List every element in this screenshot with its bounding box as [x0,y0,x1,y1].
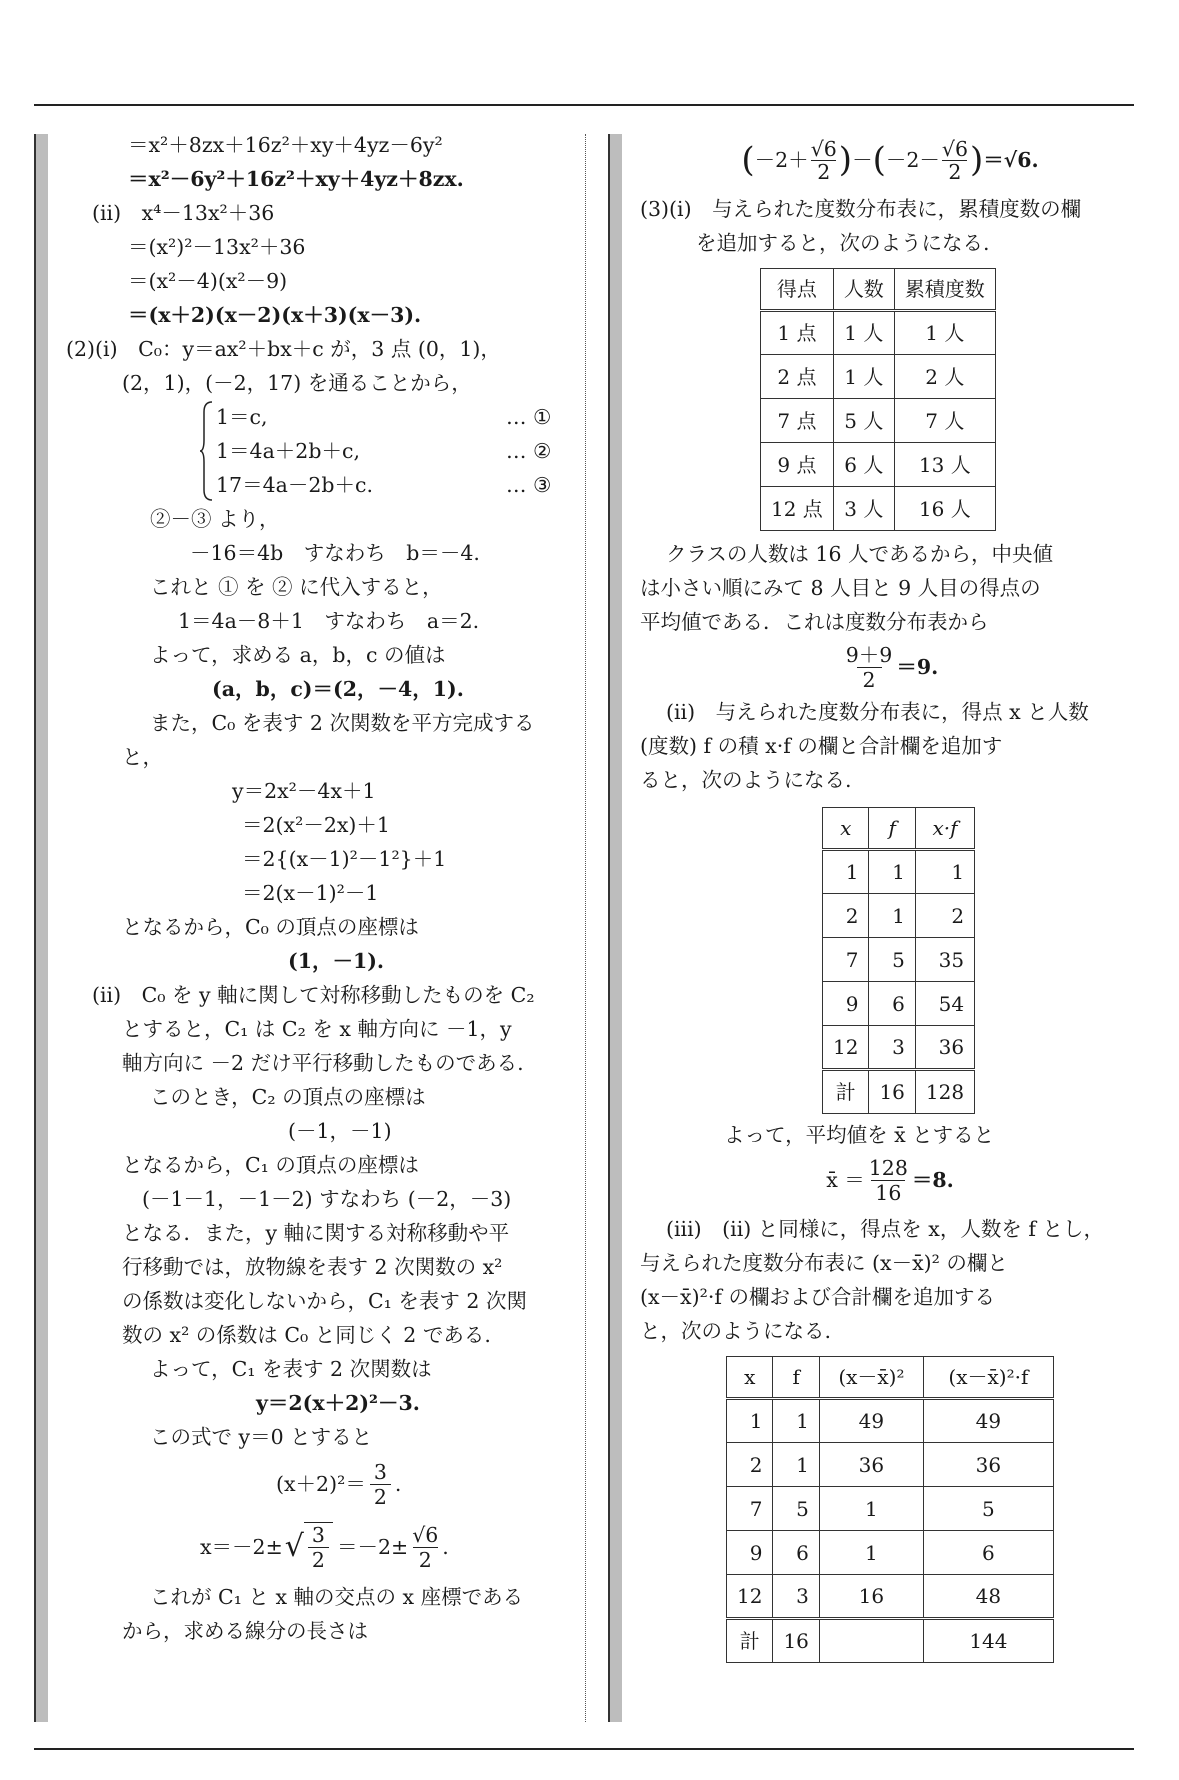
bottom-rule [34,1748,1134,1750]
text-line: また，C₀ を表す 2 次関数を平方完成する [150,711,535,735]
result: ＝8. [911,1168,954,1192]
column-header: (x－x̄)² [819,1357,923,1399]
text-line: と，次のようになる. [640,1319,832,1343]
result: ＝√6. [983,148,1039,172]
math-line: y＝2x²－4x＋1 [232,779,376,803]
table-cell: 2 [823,894,869,938]
median-formula [640,639,1140,695]
equation-lhs: x＝－2± [200,1535,283,1559]
product-table [822,807,975,1114]
result-line: y＝2(x＋2)²－3. [256,1391,420,1415]
table-cell: 1 [869,894,915,938]
text-line: クラスの人数は 16 人であるから，中央値 [666,542,1054,566]
mean-formula [640,1152,1140,1208]
denominator: 2 [370,1484,391,1509]
fraction [942,138,968,183]
math-line: ＝2(x－1)²－1 [242,881,379,905]
subproblem-heading: (ii) C₀ を y 軸に関して対称移動したものを C₂ [92,983,535,1007]
table-cell: 16 [773,1619,819,1663]
table-cell: 36 [819,1443,923,1487]
text-line: このとき，C₂ の頂点の座標は [150,1085,426,1109]
table-cell: 1 [915,850,974,894]
math-line: (－1，－1) [288,1119,392,1143]
fraction [869,1156,908,1205]
numerator: 128 [868,1155,908,1180]
table-cell: 12 [727,1575,773,1619]
text-line: とすると，C₁ は C₂ を x 軸方向に －1，y [122,1017,512,1041]
table-cell: 9 [823,982,869,1026]
table-cell: 5 [773,1487,819,1531]
problem-heading: (3)(i) 与えられた度数分布表に，累積度数の欄 [640,197,1082,221]
numerator: 3 [373,1459,387,1484]
equation-lhs: (x＋2)²＝ [276,1472,366,1496]
table-cell: 1 [819,1487,923,1531]
table-cell: 1 [869,850,915,894]
text-line: を追加すると，次のようになる. [696,231,990,255]
math-line: ＝(x²)²－13x²＋36 [128,235,306,259]
table-cell: 12 [823,1026,869,1070]
table-cell: 1 [773,1399,819,1443]
table-header [761,269,996,311]
text-line: よって，平均値を x̄ とすると [724,1123,995,1147]
table-cell: 7 [823,938,869,982]
fraction [846,643,893,692]
equation-tag: … ① [506,405,552,429]
text-line: よって，C₁ を表す 2 次関数は [150,1357,432,1381]
equation-fraction: (x＋2)²＝ $\frac{3}{2}$ . [276,1459,402,1509]
table-cell: 3 人 [833,487,894,531]
math-line: ＝x²＋8zx＋16z²＋xy＋4yz－6y² [128,133,443,157]
left-margin-bar [34,134,48,1722]
text-line: となる．また，y 軸に関する対称移動や平 [122,1221,510,1245]
text-line: (度数) f の積 x·f の欄と合計欄を追加す [640,734,1003,758]
table-cell: 16 人 [894,487,995,531]
text-line: は小さい順にみて 8 人目と 9 人目の得点の [640,576,1041,600]
table-row [823,982,975,1026]
equation-tag: … ③ [506,473,552,497]
table-cell: 3 [869,1026,915,1070]
equation: 1＝c, [216,405,268,429]
equation-system [66,400,571,502]
table-cell: 1 [727,1399,773,1443]
table-cell: 35 [915,938,974,982]
table-cell: 7 点 [761,399,834,443]
text-line: (2，1)，(－2，17) を通ることから， [122,371,472,395]
table-cell: 1 点 [761,311,834,355]
table-row [727,1487,1054,1531]
table-cell: 1 [773,1443,819,1487]
table-cell: 36 [915,1026,974,1070]
column-header: f [773,1357,819,1399]
column-header: f [869,808,915,850]
table-row [823,938,975,982]
table-cell: 3 [773,1575,819,1619]
table-cell: 2 人 [894,355,995,399]
top-rule [34,104,1134,106]
column-header: x [727,1357,773,1399]
table-row [761,399,996,443]
denominator: 2 [857,667,882,692]
table-cell: 16 [819,1575,923,1619]
column-divider [585,134,586,1722]
table-row [761,355,996,399]
term: －2＋ [754,148,809,172]
text-line: となるから，C₀ の頂点の座標は [122,915,419,939]
numerator: 9＋9 [845,642,893,667]
table-cell: 36 [923,1443,1053,1487]
right-column [640,128,1140,1663]
equation-lhs: x̄ ＝ [826,1168,865,1192]
curly-brace [200,400,214,502]
result: ＝9. [896,655,939,679]
table-header [727,1357,1054,1399]
table-cell: 49 [819,1399,923,1443]
table-cell: 計 [823,1070,869,1114]
equation-mid: ＝－2± [336,1535,409,1559]
table-cell: 13 人 [894,443,995,487]
denominator: 2 [308,1547,329,1572]
table-cell: 1 人 [833,355,894,399]
table-row [727,1443,1054,1487]
table-cell: 2 [915,894,974,938]
equation-tag: … ② [506,439,552,463]
table-cell [819,1619,923,1663]
equation-row [216,400,571,434]
table-cell: 1 人 [894,311,995,355]
right-margin-bar [608,134,622,1722]
equation-row [216,434,571,468]
table-total-row [727,1619,1054,1663]
text-line: から，求める線分の長さは [122,1619,368,1643]
numerator: √6 [810,136,837,161]
column-header: (x－x̄)²·f [923,1357,1053,1399]
table-cell: 計 [727,1619,773,1663]
math-line: ＝2(x²－2x)＋1 [242,813,390,837]
table-total-row [823,1070,975,1114]
table-cell: 1 [823,850,869,894]
denominator: 16 [871,1180,905,1205]
numerator: 3 [311,1523,325,1547]
table-cell: 128 [915,1070,974,1114]
fraction [412,1523,438,1572]
denominator: 2 [811,160,836,183]
table-cell: 7 人 [894,399,995,443]
fraction [370,1460,391,1509]
table-cell: 12 点 [761,487,834,531]
table-cell: 6 [869,982,915,1026]
table-cell: 48 [923,1575,1053,1619]
column-header: 人数 [833,269,894,311]
fraction [811,138,837,183]
table-cell: 5 人 [833,399,894,443]
math-line: (－1－1，－1－2) すなわち (－2，－3) [142,1187,512,1211]
table-cell: 6 [773,1531,819,1575]
table-row [761,311,996,355]
table-row [727,1399,1054,1443]
text-line: の係数は変化しないから，C₁ を表す 2 次関 [122,1289,527,1313]
table-cell: 16 [869,1070,915,1114]
math-line: －16＝4b すなわち b＝－4. [190,541,480,565]
table-cell: 5 [923,1487,1053,1531]
table-cell: 1 人 [833,311,894,355]
fraction [304,1522,333,1572]
text-line: よって，求める a，b，c の値は [150,643,446,667]
column-header: 累積度数 [894,269,995,311]
text-line: ②－③ より， [150,507,280,531]
text-line: 軸方向に －2 だけ平行移動したものである. [122,1051,524,1075]
subproblem-heading: (ii) x⁴－13x²＋36 [92,201,275,225]
table-cell: 1 [819,1531,923,1575]
math-line: ＝2{(x－1)²－1²}＋1 [242,847,447,871]
subproblem-heading: (iii) (ii) と同様に，得点を x，人数を f とし， [666,1217,1104,1241]
numerator: √6 [412,1522,439,1547]
equation-row [216,468,571,502]
table-cell: 2 [727,1443,773,1487]
table-header [823,808,975,850]
table-row [823,894,975,938]
table-cell: 9 [727,1531,773,1575]
table-cell: 9 点 [761,443,834,487]
variance-table [726,1356,1054,1663]
math-line: ＝x²－6y²＋16z²＋xy＋4yz＋8zx. [128,167,464,191]
table-cell: 6 人 [833,443,894,487]
result-line: (a，b，c)＝(2，－4，1). [212,677,464,701]
table-cell: 5 [869,938,915,982]
table-cell: 49 [923,1399,1053,1443]
table-cell: 7 [727,1487,773,1531]
text-line: 数の x² の係数は C₀ と同じく 2 である. [122,1323,491,1347]
table-row [761,487,996,531]
table-cell: 2 点 [761,355,834,399]
table-cell: 54 [915,982,974,1026]
problem-heading: (2)(i) C₀：y＝ax²＋bx＋c が，3 点 (0，1)， [66,337,501,361]
math-line: ＝(x²－4)(x²－9) [128,269,288,293]
top-formula: ( －2＋ $\frac{√6}{2}$ ) － ( －2－ $\frac{√6}{2}$ ) ＝√6. [741,136,1039,184]
text-line: ると，次のようになる. [640,768,852,792]
result-line: (1，－1). [288,949,385,973]
equation-root: x＝－2± √ $\frac{3}{2}$ ＝－2± $\frac{√6}{2}$ . [200,1522,449,1572]
column-header: x [823,808,869,850]
table-row [727,1575,1054,1619]
denominator: 2 [942,160,967,183]
math-line: ＝(x＋2)(x－2)(x＋3)(x－3). [128,303,422,327]
text-line: これが C₁ と x 軸の交点の x 座標である [150,1585,524,1609]
table-row [727,1531,1054,1575]
math-line: 1＝4a－8＋1 すなわち a＝2. [178,609,480,633]
text-line: 行移動では，放物線を表す 2 次関数の x² [122,1255,503,1279]
text-line: これと ① を ② に代入すると， [150,575,443,599]
text-line: 与えられた度数分布表に (x－x̄)² の欄と [640,1251,1008,1275]
equation: 17＝4a－2b＋c. [216,473,374,497]
text-line: 平均値である．これは度数分布表から [640,610,989,634]
column-header: 得点 [761,269,834,311]
table-cell: 144 [923,1619,1053,1663]
text-line: (x－x̄)²·f の欄および合計欄を追加する [640,1285,995,1309]
term: －2－ [885,148,940,172]
subproblem-heading: (ii) 与えられた度数分布表に，得点 x と人数 [666,700,1089,724]
text-line: この式で y＝0 とすると [150,1425,373,1449]
table-row [823,1026,975,1070]
table-cell: 6 [923,1531,1053,1575]
text-line: となるから，C₁ の頂点の座標は [122,1153,419,1177]
sqrt-sign: √ [284,1529,304,1564]
text-line: と， [122,745,163,769]
table-row [761,443,996,487]
numerator: √6 [941,136,968,161]
denominator: 2 [413,1547,438,1572]
cumulative-frequency-table [760,268,996,531]
column-header: x·f [915,808,974,850]
table-row [823,850,975,894]
left-column [66,128,571,1648]
equation: 1＝4a＋2b＋c, [216,439,360,463]
